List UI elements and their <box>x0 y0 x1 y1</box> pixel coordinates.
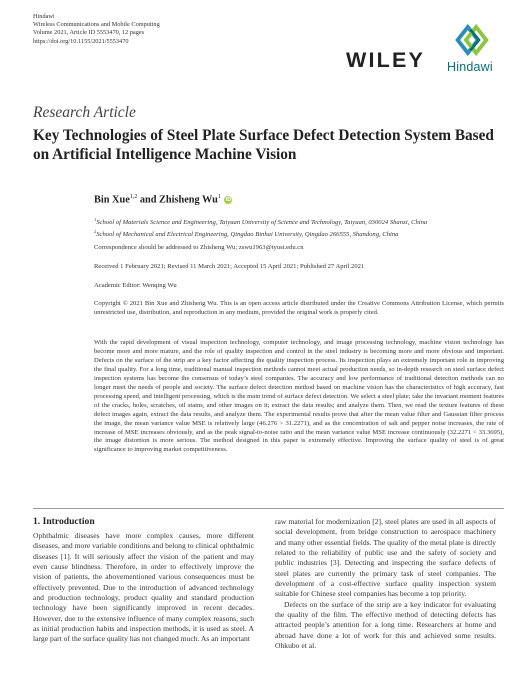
journal-name: Wireless Communications and Mobile Computing <box>33 21 160 29</box>
affiliation-text: School of Materials Science and Engineering, Taiyuan University of Science and Technology, Taiyuan, 030024 Shanxi, China <box>96 219 428 227</box>
author-name[interactable]: Zhisheng Wu <box>159 194 218 206</box>
paragraph: Defects on the surface of the strip are a key indicator for evaluating the quality of the film. The effective method of detecting defects has attracted people’s attention for a long time. Researchers at home and abroad have done a lot of work for this and achieved some results. Ohkubo et al. <box>275 599 496 651</box>
article-title: Key Technologies of Steel Plate Surface Defect Detection System Based on Artificial Intelligence Machine Vision <box>33 127 494 163</box>
author-name[interactable]: Bin Xue <box>94 194 130 206</box>
affiliation-item <box>94 227 504 239</box>
section-heading: 1. Introduction <box>33 516 95 527</box>
article-dates: Received 1 February 2021; Revised 11 March 2021; Accepted 15 April 2021; Published 27 April 2021 <box>94 263 365 270</box>
affiliation-text: School of Mechanical and Electrical Engineering, Qingdao Binhai University, Qingdao 266555, Shandong, China <box>96 231 399 239</box>
affiliation-number: 2 <box>94 229 97 235</box>
journal-publisher: Hindawi <box>33 13 55 20</box>
journal-meta <box>33 13 160 46</box>
body-column-right <box>275 517 496 651</box>
affiliation-ref: 1 <box>217 194 221 200</box>
affiliations <box>94 215 504 239</box>
affiliation-item <box>94 215 504 227</box>
article-type: Research Article <box>33 104 136 121</box>
affiliation-ref: 1,2 <box>129 194 138 200</box>
affiliation-number: 1 <box>94 217 97 222</box>
paragraph: raw material for modernization [2], steel plates are used in all aspects of social development, from bridge construction to aerospace machinery and many other essential fields. The quality of the metal plate is directly related to the reliability of public use and the safety of society and public industries [3]. Detecting and inspecting the surface defects of steel plates are currently the primary task of steel companies. The development of a cost-effective surface quality inspection system suitable for Chinese steel companies has become a top priority. <box>275 517 496 599</box>
wiley-logo: WILEY <box>346 48 426 72</box>
copyright-notice: Copyright © 2021 Bin Xue and Zhisheng Wu. This is an open access article distributed under the Creative Commons Attribution License, which permits unrestricted use, distribution, and reproduction in any medium, provided the original work is properly cited. <box>94 300 504 316</box>
author-list <box>94 194 232 205</box>
hindawi-logo-icon <box>453 24 490 56</box>
academic-editor: Academic Editor: Wenqing Wu <box>94 282 177 289</box>
orcid-icon[interactable]: iD <box>225 197 232 204</box>
section-divider <box>33 508 504 509</box>
author-conjunction: and <box>139 194 157 206</box>
abstract: With the rapid development of visual inspection technology, computer technology, and image processing technology, machine vision technology has become more and more mature, and the role of quality inspection and control in the steel industry is becoming more and more obvious and important. Defects on the surface of the strip are a key factor affecting the quality inspection process. Its inspection plays an extremely important role in improving the final quality. For a long time, traditional manual inspection methods cannot meet actual production needs, so in-depth research on steel surface defect inspection systems has become the consensus of today’s steel companies. The accuracy and low performance of traditional detection methods can no longer meet the needs of people and society. The surface defect detection method based on machine vision has the characteristics of high accuracy, fast processing speed, and intelligent processing, which is the main trend of surface defect detection. We select a steel plate; take the invariant moment features of the cracks, holes, scratches, oil stains, and other images on it; extract the data results; and analyze them. Then, we read the texture features of these defect images again, extract the data results, and analyze them. The experimental results prove that after the mean value filter and Gaussian filter process the image, the mean variance value MSE is relatively large (46.276 > 31.2271), and as the concentration of salt and pepper noise increases, the rate of increase of MSE increases obviously, and as the peak signal-to-noise ratio and the mean variance value MSE increase continuously (32.2271 < 33.3695), the image distortion is more serious. The method designed in this paper is extremely effective. Improving the surface quality of steel is of great significance to improving market competitiveness. <box>94 339 504 454</box>
hindawi-logo-text: Hindawi <box>447 60 493 74</box>
body-column-left <box>33 531 254 645</box>
paragraph: Ophthalmic diseases have more complex causes, more different diseases, and more variable conditions and belong to clinical ophthalmic diseases [1]. It will seriously affect the vision of the patient and may even cause blindness. Therefore, in order to effectively improve the vision of patients, the abovementioned various consequences must be effectively prevented. Due to the introduction of advanced technology and production technology, product quality and standard production technology have been significantly improved in recent decades. However, due to the extensive influence of many complex reasons, such as initial production habits and inspection methods, it is used as steel. A large part of the surface quality has not changed much. As an important <box>33 531 254 644</box>
correspondence-note: Correspondence should be addressed to Zhisheng Wu; zswu1963@tyust.edu.cn <box>94 244 304 251</box>
journal-doi-link[interactable]: https://doi.org/10.1155/2021/5553470 <box>33 37 129 45</box>
journal-volume: Volume 2021, Article ID 5553470, 12 pages <box>33 29 145 37</box>
